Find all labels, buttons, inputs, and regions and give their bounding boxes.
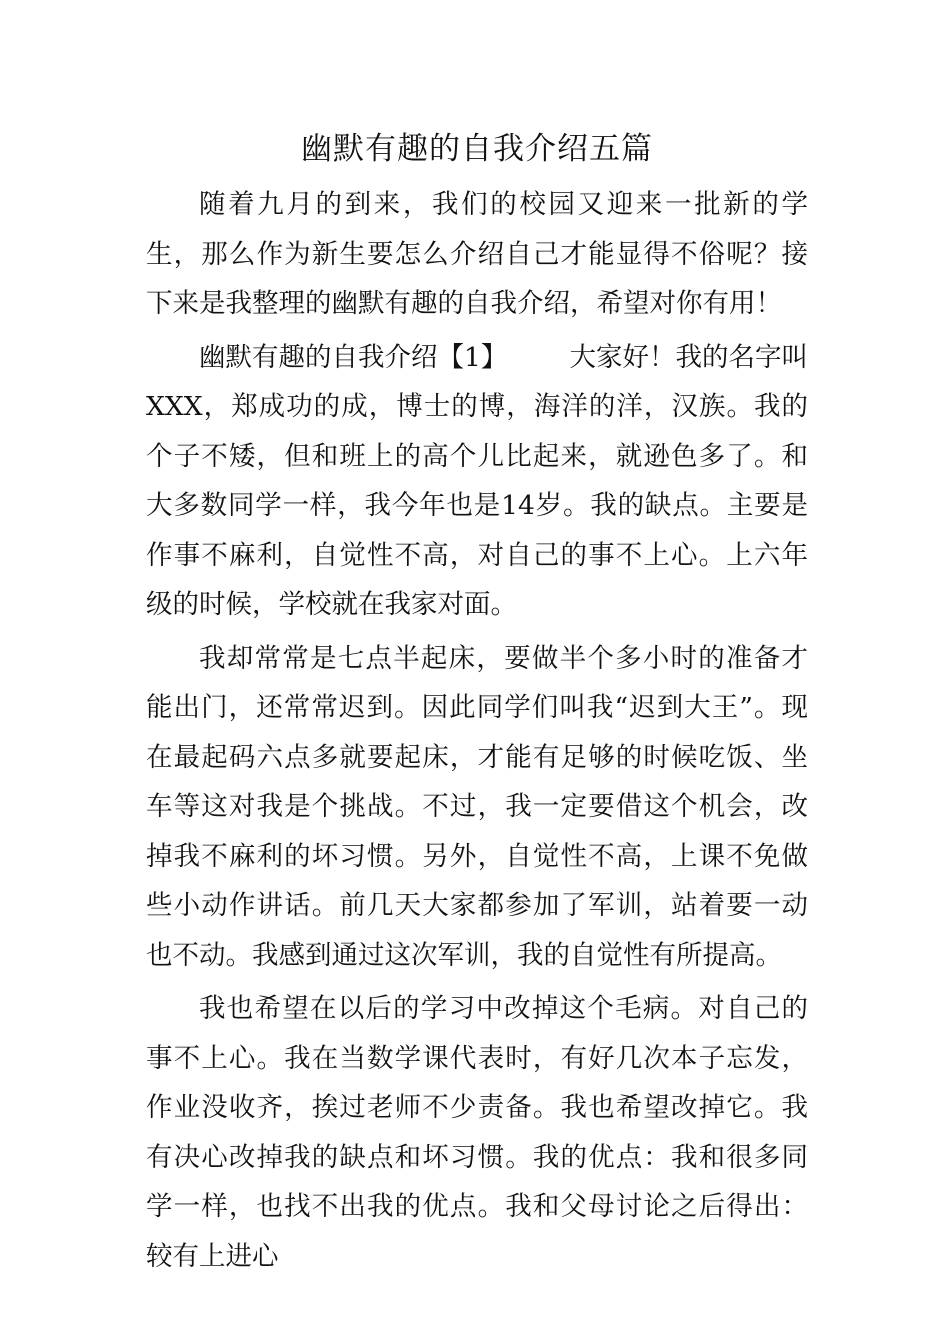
section-1-heading: 幽默有趣的自我介绍【1】 [199, 341, 508, 373]
document-page [146, 118, 808, 1285]
body-paragraph-3: 我也希望在以后的学习中改掉这个毛病。对自己的事不上心。我在当数学课代表时，有好几次本子忘发，作业没收齐，挨过老师不少责备。我也希望改掉它。我有决心改掉我的缺点和坏习惯。我的优点：我和很多同学一样，也找不出我的优点。我和父母讨论之后得出：较有上进心 [146, 993, 808, 1272]
section-1-paragraph [146, 333, 808, 630]
document-title: 幽默有趣的自我介绍五篇 [301, 131, 653, 167]
body-paragraph-2: 我却常常是七点半起床，要做半个多小时的准备才能出门，还常常迟到。因此同学们叫我“迟到大王”。现在最起码六点多就要起床，才能有足够的时候吃饭、坐车等这对我是个挑战。不过，我一定要借这个机会，改掉我不麻利的坏习惯。另外，自觉性不高，上课不免做些小动作讲话。前几天大家都参加了军训，站着要一动也不动。我感到通过这次军训，我的自觉性有所提高。 [146, 642, 808, 971]
section-1-text: 大家好！我的名字叫XXX，郑成功的成，博士的博，海洋的洋，汉族。我的个子不矮，但和班上的高个儿比起来，就逊色多了。和大多数同学一样，我今年也是14岁。我的缺点。主要是作事不麻利，自觉性不高，对自己的事不上心。上六年级的时候，学校就在我家对面。 [146, 341, 808, 620]
intro-paragraph: 随着九月的到来，我们的校园又迎来一批新的学生，那么作为新生要怎么介绍自己才能显得不俗呢？接下来是我整理的幽默有趣的自我介绍，希望对你有用！ [146, 189, 808, 319]
